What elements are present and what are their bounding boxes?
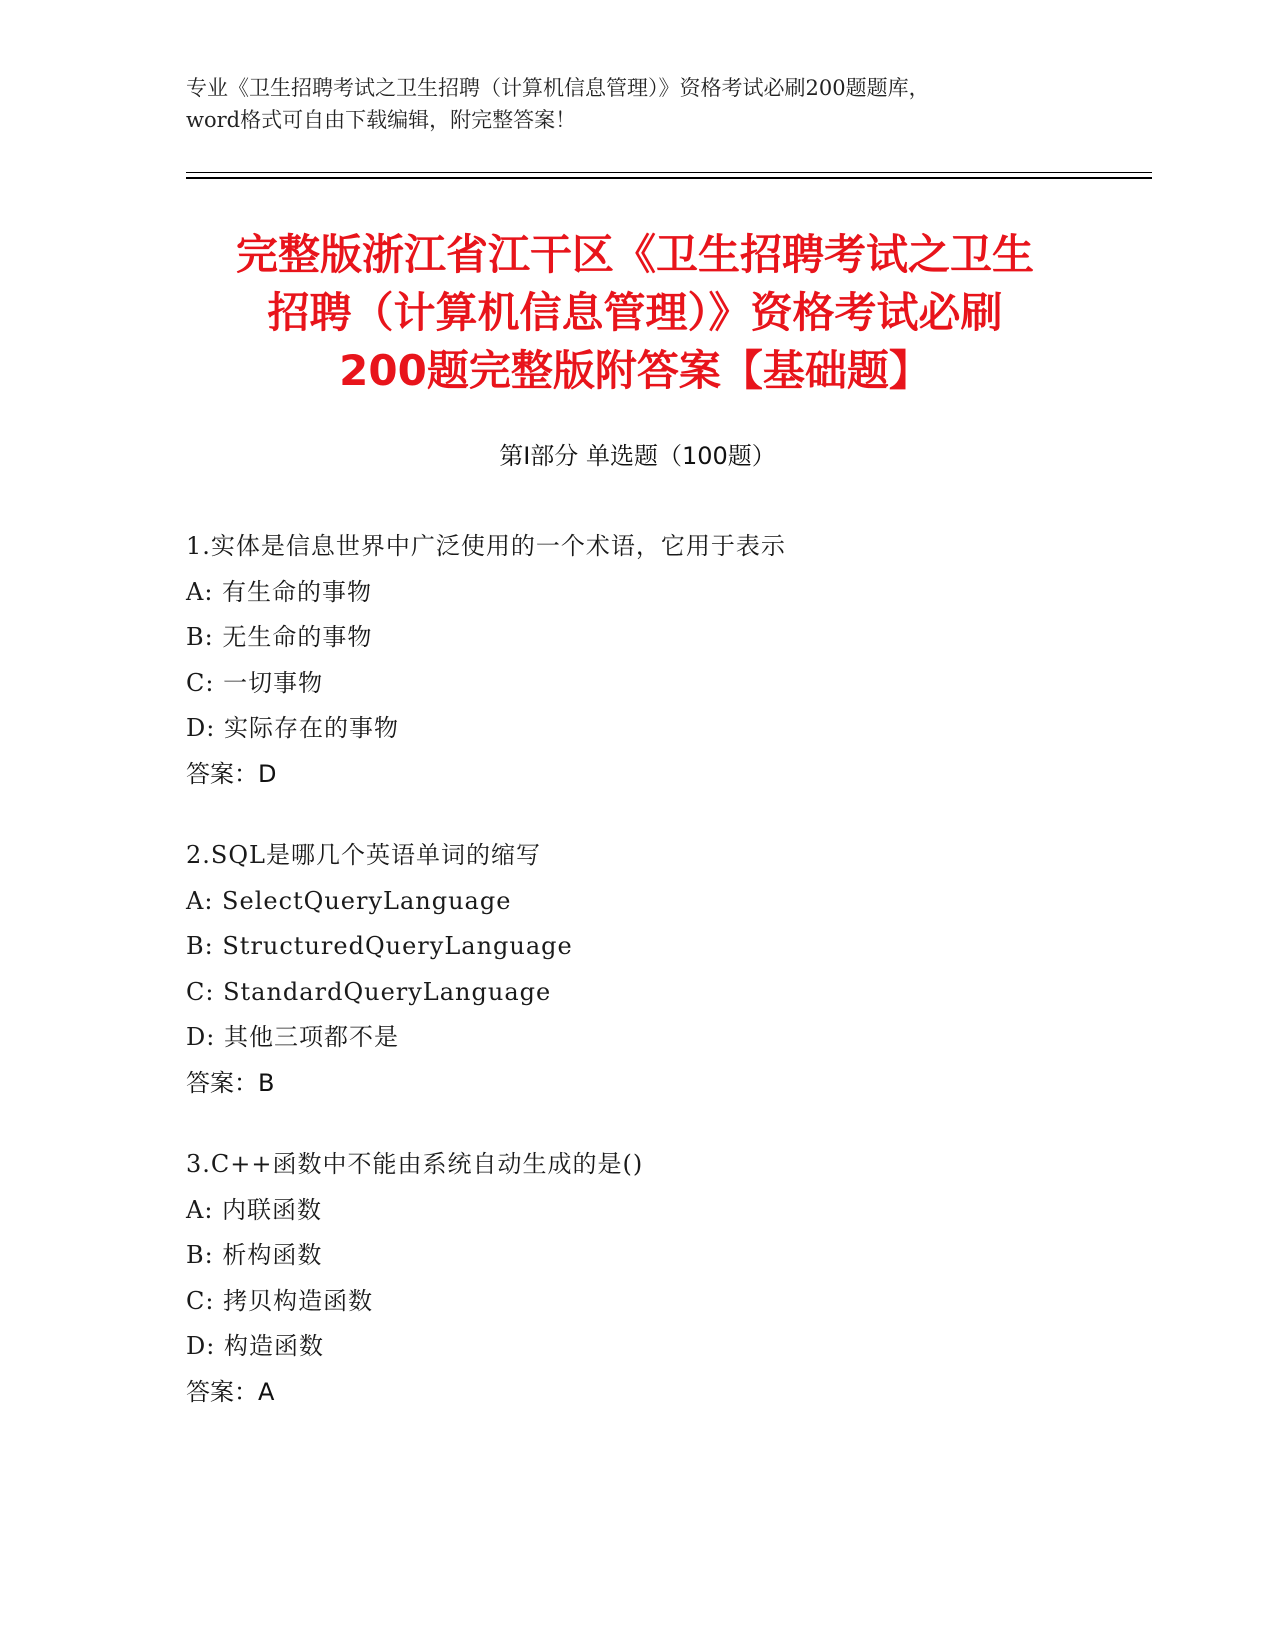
title-line-3: 200题完整版附答案【基础题】 (339, 346, 931, 395)
title-line-2: 招聘（计算机信息管理）》资格考试必刷 (267, 288, 1003, 337)
option-d: D: 实际存在的事物 (186, 714, 399, 742)
option-a: A: 内联函数 (186, 1195, 323, 1224)
option-b: B: 无生命的事物 (186, 623, 373, 651)
question-1 (186, 524, 1126, 797)
option-c: C: 拷贝构造函数 (186, 1286, 374, 1315)
header-divider-thin (186, 172, 1152, 173)
option-b: B: 析构函数 (186, 1241, 323, 1269)
option-d: D: 其他三项都不是 (186, 1023, 399, 1051)
option-d: D: 构造函数 (186, 1332, 324, 1360)
question-stem: 3.C++函数中不能由系统自动生成的是() (186, 1150, 644, 1178)
answer-line: 答案：A (186, 1377, 275, 1406)
answer-line: 答案：B (186, 1068, 275, 1097)
answer-line: 答案：D (186, 759, 277, 788)
title-line-1: 完整版浙江省江干区《卫生招聘考试之卫生 (235, 230, 1034, 279)
question-stem: 2.SQL是哪几个英语单词的缩写 (186, 841, 541, 869)
question-3 (186, 1142, 1126, 1415)
option-c: C: StandardQueryLanguage (186, 977, 552, 1006)
document-title (150, 226, 1120, 400)
option-a: A: SelectQueryLanguage (186, 886, 512, 915)
header-note (186, 72, 1086, 136)
question-list (186, 524, 1126, 1451)
option-c: C: 一切事物 (186, 668, 324, 697)
header-note-line-2: word格式可自由下载编辑，附完整答案！ (186, 108, 577, 132)
question-stem: 1.实体是信息世界中广泛使用的一个术语，它用于表示 (186, 532, 786, 560)
header-note-line-1: 专业《卫生招聘考试之卫生招聘（计算机信息管理）》资格考试必刷200题题库， (186, 76, 930, 100)
option-b: B: StructuredQueryLanguage (186, 932, 573, 960)
section-heading: 第I部分 单选题（100题） (499, 442, 776, 470)
option-a: A: 有生命的事物 (186, 577, 373, 606)
header-divider-thick (186, 177, 1152, 179)
question-2 (186, 833, 1126, 1106)
